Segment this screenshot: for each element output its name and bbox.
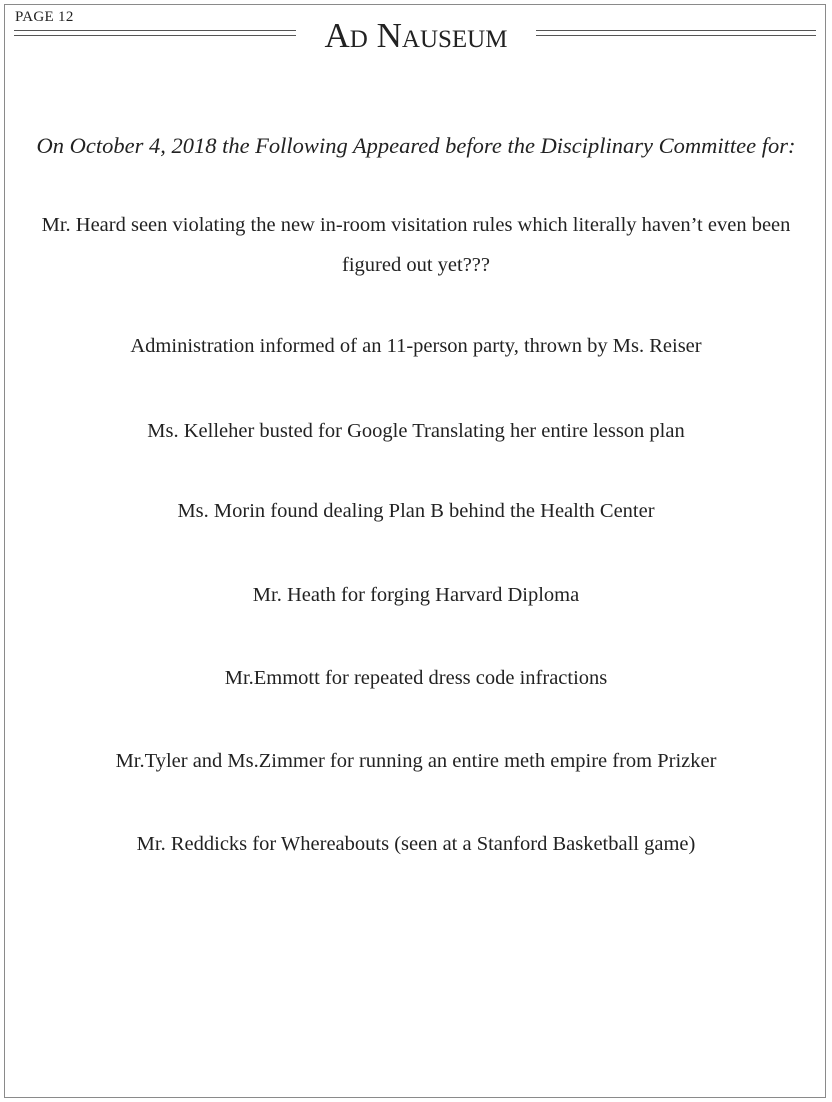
disciplinary-entry: Mr.Tyler and Ms.Zimmer for running an entire meth empire from Prizker (115, 750, 717, 772)
disciplinary-entry: Mr.Emmott for repeated dress code infractions (224, 667, 608, 689)
header-rule-right (536, 30, 816, 36)
disciplinary-entry: Administration informed of an 11-person party, thrown by Ms. Reiser (130, 335, 702, 357)
section-heading: On October 4, 2018 the Following Appeared before the Disciplinary Committee for: (36, 133, 796, 158)
disciplinary-entry: Ms. Morin found dealing Plan B behind the Health Center (177, 500, 655, 522)
disciplinary-entry: Mr. Reddicks for Whereabouts (seen at a Stanford Basketball game) (136, 833, 696, 855)
disciplinary-entry: Ms. Kelleher busted for Google Translating her entire lesson plan (147, 420, 685, 442)
page-number: PAGE 12 (15, 9, 74, 25)
disciplinary-entry: Mr. Heard seen violating the new in-room visitation rules which literally haven’t even been figured out yet??? (41, 214, 791, 276)
disciplinary-entry: Mr. Heath for forging Harvard Diploma (252, 584, 580, 606)
page-frame (4, 4, 826, 1098)
header-rule-left (14, 30, 296, 36)
masthead-title: Ad Nauseum (324, 16, 508, 55)
